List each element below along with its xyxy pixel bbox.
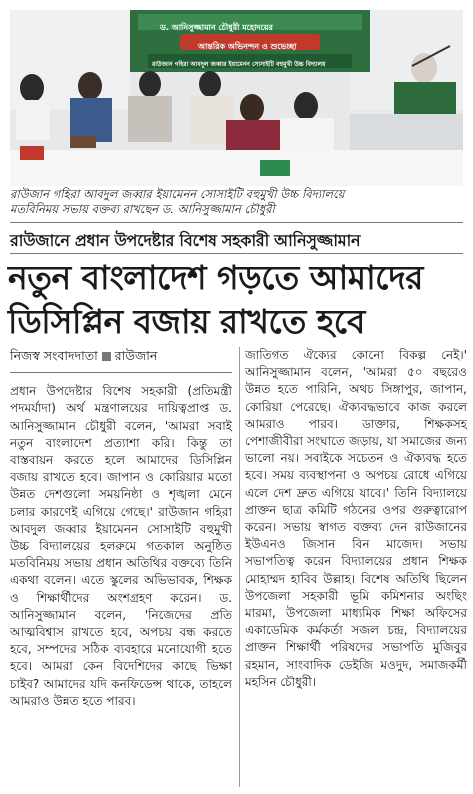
article-text-left: প্রধান উপদেষ্টার বিশেষ সহকারী (প্রতিমন্ত্রী পদমর্যাদা) অর্থ মন্ত্রণালয়ের দায়িত্বপ্রাপ্ত ড. আনিসুজ্জামান চৌধুরী বলেন, 'আমরা সবাই নতুন বাংলাদেশ প্রত্যাশা করি। কিন্তু তা বাস্তবায়ন করতে হলে আমাদের ডিসিপ্লিন বজায় রাখতে হবে। জাপান ও কোরিয়ার মতো উন্নত দেশগুলো সময়নিষ্ঠা ও শৃঙ্খলা মেনে চলার কারণেই এগিয়ে গেছে।' রাউজান গহিরা আবদুল জব্বার ইয়ামেনন সোসাইটি বহুমুখী উচ্চ বিদ্যালয়ের হলরুমে গতকাল অনুষ্ঠিত মতবিনিময় সভায় প্রধান অতিথির বক্তব্যে তিনি একথা বলেন। এতে স্কুলের অভিভাবক, শিক্ষক ও শিক্ষার্থীদের অংশগ্রহণ করেন। ড. আনিসুজ্জামান বলেন, 'নিজেদের প্রতি আত্মবিশ্বাস রাখতে হবে, অপচয় বন্ধ করতে হবে, সম্পদের সঠিক ব্যবহারে মনোযোগী হতে হবে। আমরা কেন বিদেশিদের কাছে ভিক্ষা চাইব? আমাদের যদি কনফিডেন্স থাকে, তাহলে আমরাও উন্নত হতে পারব। [10,384,232,708]
stage-table [10,150,463,186]
byline-reporter: নিজস্ব সংবাদদাতা [10,348,98,363]
photo-caption [10,187,463,217]
caption-divider [10,222,463,223]
headline-line2: ডিসিপ্লিন বজায় রাখতে হবে [8,302,365,341]
article-column-left [10,347,232,710]
byline-divider [10,372,232,373]
caption-line1: রাউজান গহিরা আবদুল জব্বার ইয়ামেনন সোসাইটি বহুমুখী উচ্চ বিদ্যালয়ে [10,187,345,201]
banner-line3: রাউজান গহিরা আবদুল জব্বার ইয়ামেনন সোসাইটি বহুমুখী উচ্চ বিদ্যালয় [152,61,326,68]
banner-line1: ড. আনিসুজ্জামান চৌধুরী মহোদয়ের [160,23,273,32]
news-photo [10,10,463,186]
kicker-divider [10,253,463,254]
headline [8,256,465,344]
byline [10,347,232,364]
caption-line2: মতবিনিময় সভায় বক্তব্য রাখছেন ড. আনিসুজ্জামান চৌধুরী [10,202,275,216]
kicker: রাউজানে প্রধান উপদেষ্টার বিশেষ সহকারী আনিসুজ্জামান [10,231,361,250]
byline-location: রাউজান [114,348,158,363]
headline-line1: নতুন বাংলাদেশ গড়তে আমাদের [8,258,423,297]
article-text-right: জাতিগত ঐক্যের কোনো বিকল্প নেই।' আনিসুজ্জামান বলেন, 'আমরা ৫০ বছরেও উন্নত হতে পারিনি, অথচ সিঙ্গাপুর, জাপান, কোরিয়া পেরেছে। ঐক্যবদ্ধভাবে কাজ করলে আমরাও পারব। ডাক্তার, শিক্ষকসহ পেশাজীবীরা সংঘাতে জড়ায়, যা সমাজের জন্য ভালো নয়। সবাইকে সচেতন ও ঐক্যবদ্ধ হতে হবে। সময় ব্যবস্থাপনা ও অপচয় রোধে এগিয়ে এলে দেশ দ্রুত এগিয়ে যাবে।' তিনি বিদ্যালয়ে প্রাক্তন ছাত্র কমিটি গঠনের ওপর গুরুত্বারোপ করেন। সভায় স্বাগত বক্তব্য দেন রাউজানের ইউএনও জিসান বিন মাজেদ। সভায় সভাপতিত্ব করেন বিদ্যালয়ের প্রধান শিক্ষক মোহাম্মদ হাবিব উল্লাহ। বিশেষ অতিথি ছিলেন উপজেলা সহকারী ভূমি কমিশনার অংছিং মারমা, উপজেলা মাধ্যমিক শিক্ষা অফিসের একাডেমিক কর্মকর্তা সজল চন্দ্র, বিদ্যালয়ের প্রাক্তন শিক্ষার্থী পরিষদের সভাপতি মুজিবুর রহমান, সাংবাদিক ডেইজি মওদুদ, সমাজকর্মী মহসিন চৌধুরী। [245,348,467,689]
banner-line2: আন্তরিক অভিনন্দন ও শুভেচ্ছা [198,42,297,51]
meeting-photo-illustration [10,10,463,186]
square-icon [102,352,111,361]
column-divider [239,347,240,787]
article-column-right [245,347,467,691]
